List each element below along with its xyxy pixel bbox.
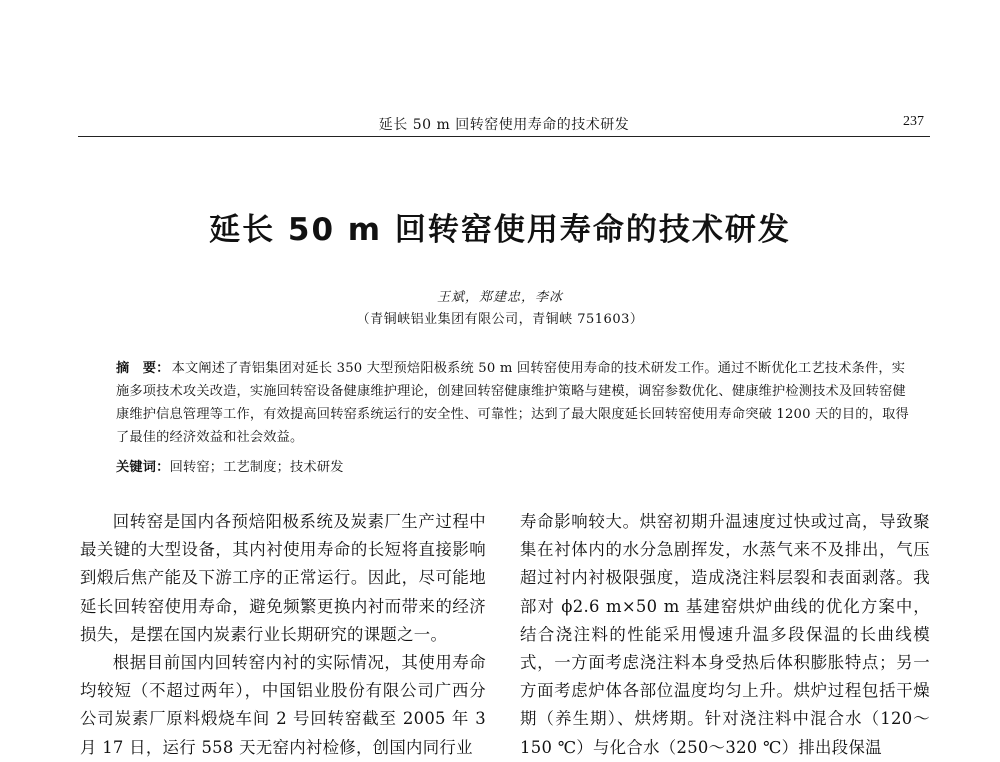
body-paragraph: 根据目前国内回转窑内衬的实际情况，其使用寿命均较短（不超过两年），中国铝业股份有限公司广西分公司炭素厂原料煅烧车间 2 号回转窑截至 2005 年 3 月 17 日，运行 558 天无窑内衬检修，创国内同行业 [80, 653, 486, 757]
body-paragraph-continued: 寿命影响较大。烘窑初期升温速度过快或过高，导致聚集在衬体内的水分急剧挥发，水蒸气来不及排出，气压超过衬内衬极限强度，造成浇注料层裂和表面剥落。我部对 ϕ2.6 m×50 m 基建窑烘炉曲线的优化方案中，结合浇注料的性能采用慢速升温多段保温的长曲线模式，一方面考虑浇注料本身受热后体积膨胀特点；另一方面考虑炉体各部位温度均匀上升。烘炉过程包括干燥期（养生期）、烘烤期。针对浇注料中混合水（120～150 ℃）与化合水（250～320 ℃）排出段保温 [520, 512, 930, 757]
keywords-text: 回转窑；工艺制度；技术研发 [169, 460, 344, 475]
page-number: 237 [903, 114, 924, 129]
abstract-text: 本文阐述了青铝集团对延长 350 大型预焙阳极系统 50 m 回转窑使用寿命的技术研发工作。通过不断优化工艺技术条件，实施多项技术攻关改造，实施回转窑设备健康维护理论，创建回转窑健康维护策略与建模，调窑参数优化、健康维护检测技术及回转窑健康维护信息管理等工作，有效提高回转窑系统运行的安全性、可靠性；达到了最大限度延长回转窑使用寿命突破 1200 天的目的，取得了最佳的经济效益和社会效益。 [116, 361, 909, 445]
keywords-label: 关键词： [116, 460, 170, 475]
running-header-title: 延长 50 m 回转窑使用寿命的技术研发 [378, 117, 630, 133]
body-column-left [80, 508, 486, 762]
paper-title: 延长 50 m 回转窑使用寿命的技术研发 [209, 212, 791, 248]
abstract-label: 摘 要： [116, 361, 170, 376]
body-paragraph: 回转窑是国内各预焙阳极系统及炭素厂生产过程中最关键的大型设备，其内衬使用寿命的长短将直接影响到煅后焦产能及下游工序的正常运行。因此，尽可能地延长回转窑使用寿命，避免频繁更换内衬而带来的经济损失，是摆在国内炭素行业长期研究的课题之一。 [80, 512, 486, 644]
abstract [116, 357, 916, 449]
keywords [116, 456, 916, 475]
running-header [78, 108, 930, 137]
affiliation: （青铜峡铝业集团有限公司，青铜峡 751603） [356, 312, 644, 327]
body-column-right [520, 508, 930, 762]
author-list: 王斌，郑建忠，李冰 [436, 290, 563, 305]
